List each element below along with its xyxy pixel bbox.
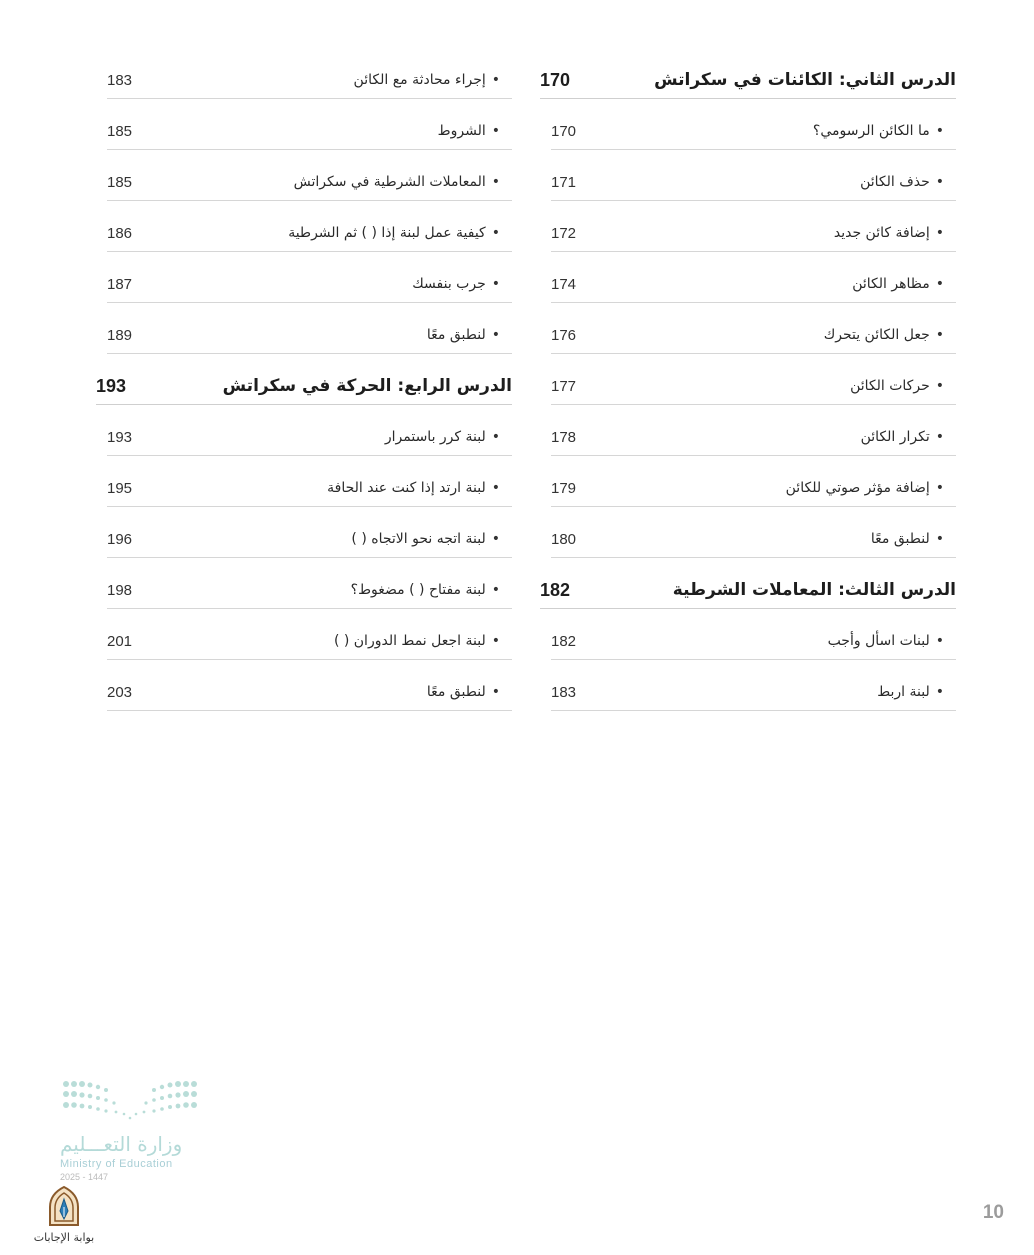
toc-entry-page-number: 187 <box>107 275 133 293</box>
toc-entry-page-number: 172 <box>551 224 577 242</box>
toc-entry-page-number: 182 <box>551 632 577 650</box>
toc-entry-page-number: 180 <box>551 530 577 548</box>
toc-entry-title: • لبنات اسأل وأجب <box>828 633 956 649</box>
toc-entry-title: • لنطبق معًا <box>427 684 512 700</box>
toc-entry-page-number: 176 <box>551 326 577 344</box>
ministry-logo <box>60 1078 200 1198</box>
toc-entry-title: • ما الكائن الرسومي؟ <box>813 123 956 139</box>
toc-entry-page-number: 174 <box>551 275 577 293</box>
toc-entry-title: • المعاملات الشرطية في سكراتش <box>294 174 512 190</box>
toc-right-column <box>540 62 956 725</box>
lesson-heading <box>540 572 956 609</box>
toc-entry-page-number: 185 <box>107 122 133 140</box>
toc-entry-title: • لبنة مفتاح ( ) مضغوط؟ <box>351 582 512 598</box>
answers-portal-label: بوابة الإجابات <box>33 1231 95 1244</box>
lesson-heading <box>96 368 512 405</box>
toc-entry <box>551 113 956 150</box>
toc-entry-title: • كيفية عمل لبنة إذا ( ) ثم الشرطية <box>288 225 512 241</box>
toc-entry <box>107 113 512 150</box>
toc-entry <box>107 674 512 711</box>
toc-entry-title: • الشروط <box>438 123 512 139</box>
lesson-heading <box>540 62 956 99</box>
toc-entry-page-number: 198 <box>107 581 133 599</box>
ministry-arabic-name: وزارة التعـــليم <box>60 1132 183 1156</box>
toc-entry-title: • جعل الكائن يتحرك <box>824 327 956 343</box>
toc-entry-title: • لبنة كرر باستمرار <box>385 429 512 445</box>
toc-entry <box>551 164 956 201</box>
page-number: 10 <box>982 1202 1004 1223</box>
toc-entry-title: • لنطبق معًا <box>427 327 512 343</box>
toc-entry-page-number: 179 <box>551 479 577 497</box>
toc-entry-page-number: 203 <box>107 683 133 701</box>
ministry-english-name: Ministry of Education <box>60 1158 173 1170</box>
answers-portal-badge <box>28 1185 100 1247</box>
toc-entry-page-number: 170 <box>551 122 577 140</box>
lesson-title: الدرس الثاني: الكائنات في سكراتش <box>654 70 956 90</box>
toc-entry-title: • إجراء محادثة مع الكائن <box>354 72 512 88</box>
lesson-page-number: 193 <box>96 375 127 396</box>
toc-entry-page-number: 201 <box>107 632 133 650</box>
toc-entry-title: • حذف الكائن <box>860 174 956 190</box>
toc-entry-title: • لبنة اربط <box>877 684 956 700</box>
toc-entry <box>551 521 956 558</box>
toc-entry <box>107 215 512 252</box>
toc-entry-title: • إضافة كائن جديد <box>834 225 956 241</box>
lesson-page-number: 170 <box>540 69 571 90</box>
toc-entry-page-number: 178 <box>551 428 577 446</box>
ministry-dots-icon <box>60 1078 200 1122</box>
toc-entry <box>107 623 512 660</box>
ministry-year: 2025 - 1447 <box>60 1172 109 1182</box>
toc-entry <box>551 215 956 252</box>
toc-entry <box>551 266 956 303</box>
toc-entry <box>107 266 512 303</box>
toc-entry <box>107 572 512 609</box>
toc-entry-title: • لنطبق معًا <box>871 531 956 547</box>
toc-entry-title: • لبنة اجعل نمط الدوران ( ) <box>334 633 512 649</box>
toc-left-column <box>96 62 512 725</box>
lesson-title: الدرس الرابع: الحركة في سكراتش <box>222 376 512 396</box>
toc-entry <box>107 317 512 354</box>
toc-entry-page-number: 171 <box>551 173 577 191</box>
toc-entry <box>551 368 956 405</box>
toc-entry-title: • حركات الكائن <box>850 378 956 394</box>
toc-entry-title: • لبنة اتجه نحو الاتجاه ( ) <box>351 531 512 547</box>
toc-entry-title: • إضافة مؤثر صوتي للكائن <box>786 480 956 496</box>
lesson-title: الدرس الثالث: المعاملات الشرطية <box>672 580 956 600</box>
toc-entry-page-number: 189 <box>107 326 133 344</box>
toc-entry <box>551 470 956 507</box>
toc-entry <box>551 317 956 354</box>
toc-entry-page-number: 185 <box>107 173 133 191</box>
toc-entry-page-number: 177 <box>551 377 577 395</box>
toc-entry <box>107 164 512 201</box>
toc-entry-title: • جرب بنفسك <box>412 276 512 292</box>
toc-entry-page-number: 193 <box>107 428 133 446</box>
toc-entry-page-number: 195 <box>107 479 133 497</box>
toc-entry-page-number: 183 <box>551 683 577 701</box>
toc-entry-title: • مظاهر الكائن <box>852 276 956 292</box>
toc-entry <box>551 623 956 660</box>
book-pen-icon <box>44 1185 84 1229</box>
toc-entry-title: • لبنة ارتد إذا كنت عند الحافة <box>327 480 512 496</box>
toc-entry <box>551 419 956 456</box>
toc-entry-page-number: 186 <box>107 224 133 242</box>
toc-entry <box>107 62 512 99</box>
toc-entry <box>107 419 512 456</box>
toc-entry-page-number: 196 <box>107 530 133 548</box>
toc-entry <box>107 521 512 558</box>
toc-entry <box>551 674 956 711</box>
toc-entry-page-number: 183 <box>107 71 133 89</box>
toc-entry-title: • تكرار الكائن <box>861 429 956 445</box>
toc-entry <box>107 470 512 507</box>
lesson-page-number: 182 <box>540 579 571 600</box>
